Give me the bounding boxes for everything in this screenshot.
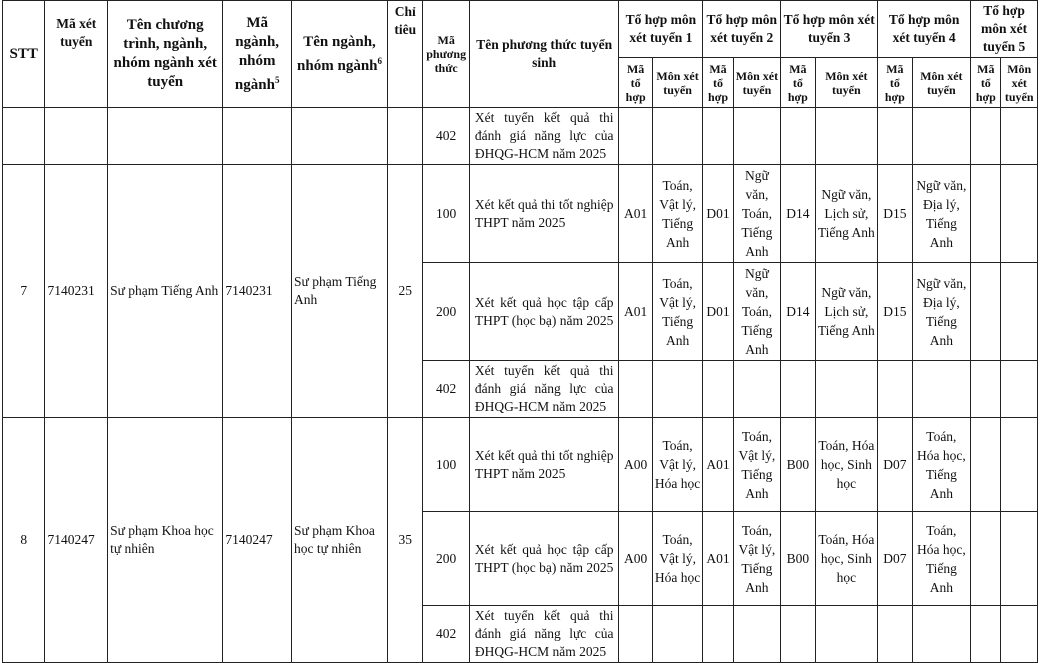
combo-code: D14	[781, 165, 815, 263]
ma-nganh-cell: 7140247	[223, 418, 292, 663]
method-name: Xét kết quả học tập cấp THPT (học bạ) năm 2025	[469, 263, 619, 361]
combo-code: A01	[619, 263, 652, 361]
method-name: Xét tuyển kết quả thi đánh giá năng lực của ĐHQG-HCM năm 2025	[469, 606, 619, 663]
method-code: 100	[423, 165, 469, 263]
combo-code: A00	[619, 512, 652, 606]
header-ma-to-hop: Mã tổ hợp	[878, 58, 912, 108]
header-mon-xet-tuyen: Môn xét tuyển	[815, 58, 878, 108]
combo-code: B00	[781, 512, 815, 606]
header-chi-tieu: Chỉ tiêu	[388, 1, 423, 108]
header-mon-xet-tuyen: Môn xét tuyển	[912, 58, 971, 108]
combo-code: B00	[781, 418, 815, 512]
combo-code: A01	[619, 165, 652, 263]
chi-tieu-cell: 25	[388, 165, 423, 418]
header-ten-chuong-trinh: Tên chương trình, ngành, nhóm ngành xét tuyển	[108, 1, 223, 108]
combo-subjects: Toán, Hóa học, Tiếng Anh	[912, 418, 971, 512]
combo-code: D01	[703, 165, 733, 263]
ten-nganh-cell: Sư phạm Khoa học tự nhiên	[292, 418, 388, 663]
header-ten-nganh: Tên ngành, nhóm ngành$^6$	[292, 1, 388, 108]
combo-code: D07	[878, 418, 912, 512]
ten-chuong-trinh-cell: Sư phạm Khoa học tự nhiên	[108, 418, 223, 663]
header-ma-nganh: Mã ngành, nhóm ngành$^5$	[223, 1, 292, 108]
header-mon-xet-tuyen: Môn xét tuyển	[1001, 58, 1038, 108]
combo-subjects: Toán, Vật lý, Hóa học	[652, 418, 703, 512]
method-code: 200	[423, 512, 469, 606]
combo-subjects: Ngữ văn, Toán, Tiếng Anh	[733, 165, 781, 263]
header-ma-to-hop: Mã tổ hợp	[971, 58, 1001, 108]
method-name: Xét kết quả học tập cấp THPT (học bạ) năm 2025	[469, 512, 619, 606]
method-code: 402	[423, 361, 469, 418]
header-to-hop-4: Tổ hợp môn xét tuyển 4	[878, 1, 971, 58]
method-code: 200	[423, 263, 469, 361]
combo-subjects: Ngữ văn, Địa lý, Tiếng Anh	[912, 263, 971, 361]
ten-nganh-cell: Sư phạm Tiếng Anh	[292, 165, 388, 418]
combo-subjects: Toán, Hóa học, Sinh học	[815, 512, 878, 606]
combo-subjects: Ngữ văn, Địa lý, Tiếng Anh	[912, 165, 971, 263]
header-mon-xet-tuyen: Môn xét tuyển	[652, 58, 703, 108]
ma-xet-tuyen-cell: 7140247	[45, 418, 108, 663]
stt-cell: 8	[3, 418, 45, 663]
header-ten-phuong-thuc: Tên phương thức tuyển sinh	[469, 1, 619, 108]
combo-subjects: Toán, Hóa học, Tiếng Anh	[912, 512, 971, 606]
header-stt: STT	[3, 1, 45, 108]
combo-subjects: Toán, Vật lý, Tiếng Anh	[733, 512, 781, 606]
header-mon-xet-tuyen: Môn xét tuyển	[733, 58, 781, 108]
header-to-hop-2: Tổ hợp môn xét tuyển 2	[703, 1, 781, 58]
combo-code: D01	[703, 263, 733, 361]
method-code: 100	[423, 418, 469, 512]
table-row	[3, 108, 1038, 165]
method-code: 402	[423, 108, 469, 165]
combo-code: D15	[878, 165, 912, 263]
header-to-hop-3: Tổ hợp môn xét tuyển 3	[781, 1, 878, 58]
combo-subjects: Toán, Hóa học, Sinh học	[815, 418, 878, 512]
header-ma-to-hop: Mã tổ hợp	[703, 58, 733, 108]
combo-subjects: Toán, Vật lý, Tiếng Anh	[652, 165, 703, 263]
combo-code: A00	[619, 418, 652, 512]
header-to-hop-5: Tổ hợp môn xét tuyển 5	[971, 1, 1038, 58]
header-ma-xet-tuyen: Mã xét tuyển	[45, 1, 108, 108]
admissions-table	[2, 0, 1038, 663]
header-ma-to-hop: Mã tổ hợp	[619, 58, 652, 108]
combo-code: A01	[703, 512, 733, 606]
chi-tieu-cell: 35	[388, 418, 423, 663]
header-to-hop-1: Tổ hợp môn xét tuyển 1	[619, 1, 703, 58]
combo-subjects: Ngữ văn, Lịch sử, Tiếng Anh	[815, 263, 878, 361]
method-name: Xét kết quả thi tốt nghiệp THPT năm 2025	[469, 418, 619, 512]
method-name: Xét tuyển kết quả thi đánh giá năng lực của ĐHQG-HCM năm 2025	[469, 361, 619, 418]
table-row	[3, 418, 1038, 512]
combo-subjects: Toán, Vật lý, Tiếng Anh	[733, 418, 781, 512]
method-name: Xét kết quả thi tốt nghiệp THPT năm 2025	[469, 165, 619, 263]
combo-subjects: Toán, Vật lý, Tiếng Anh	[652, 263, 703, 361]
header-ma-to-hop: Mã tổ hợp	[781, 58, 815, 108]
method-name: Xét tuyển kết quả thi đánh giá năng lực của ĐHQG-HCM năm 2025	[469, 108, 619, 165]
ma-nganh-cell: 7140231	[223, 165, 292, 418]
combo-code: D07	[878, 512, 912, 606]
combo-code: A01	[703, 418, 733, 512]
combo-code: D15	[878, 263, 912, 361]
combo-subjects: Ngữ văn, Lịch sử, Tiếng Anh	[815, 165, 878, 263]
header-ma-phuong-thuc: Mã phương thức	[423, 1, 469, 108]
ten-chuong-trinh-cell: Sư phạm Tiếng Anh	[108, 165, 223, 418]
stt-cell: 7	[3, 165, 45, 418]
ma-xet-tuyen-cell: 7140231	[45, 165, 108, 418]
method-code: 402	[423, 606, 469, 663]
table-row	[3, 165, 1038, 263]
combo-subjects: Toán, Vật lý, Hóa học	[652, 512, 703, 606]
combo-subjects: Ngữ văn, Toán, Tiếng Anh	[733, 263, 781, 361]
combo-code: D14	[781, 263, 815, 361]
